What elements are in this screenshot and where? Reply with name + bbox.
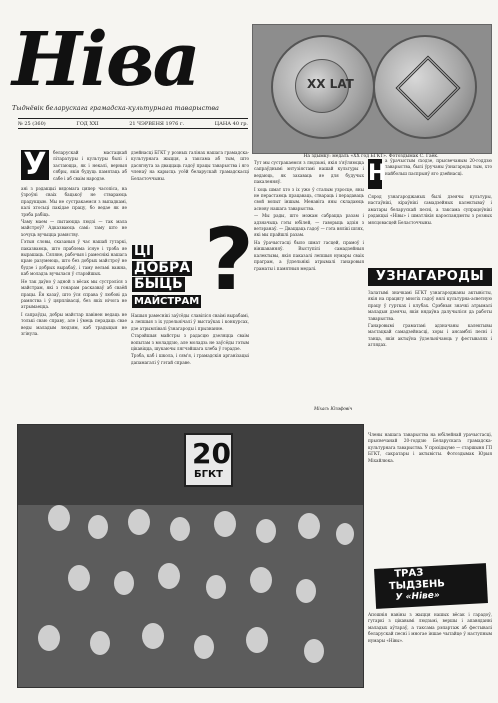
person-figure	[214, 511, 236, 537]
volume-year: ГОД XXI	[76, 121, 99, 127]
medal-left-image	[271, 35, 375, 139]
article-text-center-top: дзейнасці БГКТ у розных галінах нашага грамадска-культурнага жыцця, а таксама аб тым, што дасягнута за дваццаць гадоў працы таварыства і яго членаў на карысць усёй беларускай грамадскасці Беласточчыны.	[131, 150, 249, 181]
medal-right-image	[373, 35, 477, 139]
next-week-line-1: ТРАЗ	[394, 567, 424, 580]
right-article-text: Сярод узнагароджаных былі дзеячы культуры, настаўнікі, кіраўнікі самадзейных калектываў і аматары беларускай песні, а таксама супрацоўнікі рэдакцыі «Нівы» і шматлікія карэспандэнты з розных мясцовасцей Беласточчыны.	[368, 194, 492, 225]
headline-graphic	[130, 210, 254, 311]
meeting-photo	[17, 424, 364, 688]
awards-text: Залатымі значкамі БГКТ узнагароджаны актывісты, якія на працягу многіх гадоў вялі культурна-асветную працу ў гуртках і клубах. Срэбныя значкі атрымалі маладыя дзеячы, якія нядаўна далучыліся да работы таварыства. Ганаровымі граматамі адзначаны калектывы мастацкай самадзейнасці, хоры і ансамблі песні і танца, якія актыўна ўдзельнічаюць у фестывалях і аглядах.	[368, 290, 492, 348]
person-figure	[170, 517, 190, 541]
person-figure	[194, 635, 214, 659]
right-article-dropcap: Н	[368, 159, 382, 189]
right-article-lead: а ўрачыстым сходзе, прысвечаным 20-годдзю таварыства, былі ўручаны ўзнагароды тым, хто найбольш паспрыяў яго дзейнасці.	[385, 158, 492, 176]
person-figure	[298, 513, 320, 539]
medals-photo-caption: На здымку: медаль «XX год БГКТ». Фотоздымак С. Гаёк.	[303, 154, 439, 159]
article-text-right-center: Тут мы сустракаемся з людзьмі, якія з'яўляюцца сапраўднымі энтузіястамі нашай культуры і ведаюць, як захаваць яе для будучых пакаленняў. І хоць шмат хто з іх ужо ў сталым узросце, яны не перастаюць працаваць, ствараць і перадаваць свой вопыт іншым. Менавіта яны складаюць аснову нашага таварыства. — Мы рады, што можам сабрацца разам і адзначыць гэты юбілей, — гаворыць адзін з ветэранаў. — Дваццаць гадоў — гэта вялікі шлях, які мы прайшлі разам. На ўрачыстасці было шмат гасцей, прамоў і віншаванняў. Выступілі самадзейныя калектывы, якія паказалі лепшыя нумары сваіх праграм, а ўдзельнікі атрымалі ганаровыя граматы і памятныя медалі.	[254, 160, 365, 271]
headline-line-3: БЫЦЬ	[134, 276, 183, 292]
article-dropcap: У	[21, 150, 49, 180]
headline-line-1: ЦІ	[134, 244, 151, 259]
person-figure	[38, 625, 60, 651]
person-figure	[246, 627, 268, 653]
person-figure	[68, 565, 90, 591]
article-signature: Міхась Юзэфовіч	[314, 406, 353, 411]
next-week-text: Апошнія навіны з жыцця нашых вёсак і гарадоў, гутаркі з цікавымі людзьмі, вершы і апавяданні маладых аўтараў, а таксама рэпартаж аб фестывалі беларускай песні і многае іншае чытайце ў наступным нумары «Нівы».	[368, 612, 492, 643]
person-figure	[336, 523, 354, 545]
person-figure	[114, 571, 134, 595]
person-figure	[90, 631, 110, 655]
masthead-rule	[18, 118, 248, 119]
medals-photo	[252, 24, 492, 154]
person-figure	[158, 563, 180, 589]
masthead	[10, 17, 245, 112]
anniversary-sign-text: БГКТ	[194, 469, 223, 480]
issue-price: ЦАНА 40 гр.	[214, 121, 248, 127]
question-mark-graphic: ?	[204, 210, 254, 310]
person-figure	[88, 515, 108, 539]
issue-date: 21 ЧЭРВЕНЯ 1976 г.	[129, 121, 185, 127]
anniversary-sign-number: 20	[192, 437, 231, 470]
awards-section-title: УЗНАГАРОДЫ	[368, 268, 492, 286]
person-figure	[250, 567, 272, 593]
medal-right-ornament	[395, 55, 460, 120]
person-figure	[142, 623, 164, 649]
anniversary-sign	[184, 433, 233, 487]
person-figure	[48, 505, 70, 531]
person-figure	[206, 575, 226, 599]
next-week-line-2: ТЫДЗЕНЬ	[388, 578, 446, 593]
headline-line-4: МАЙСТРАМ	[134, 296, 200, 307]
issue-info-bar	[18, 121, 248, 127]
photo-caption-text: Члены нашага таварыства на юбілейнай урачыстасці, прысвечанай 20-годдзю Беларускага грамадска-культурнага таварыства. У прэзідыуме — старшыня ГП БГКТ, сакратары і актывісты. Фотоздымак Юрыя Міхайлюка.	[368, 432, 492, 463]
medal-left-text: XX LAT	[307, 77, 354, 91]
tagline: Тыднёвік беларускага грамадска-культурнага таварыства	[12, 104, 219, 112]
person-figure	[304, 639, 324, 663]
next-week-line-3: У «Ніве»	[395, 590, 440, 603]
issue-number: № 25 (360)	[18, 121, 46, 127]
article-text-lead: беларускай мастацкай літаратуры і культуры былі і застаюцца, як і некалі, верныя сябры, якія будуць памятаць аб сабе і аб сваім народзе.	[53, 150, 127, 181]
newspaper-logo: Ніва	[12, 17, 199, 103]
person-figure	[256, 519, 276, 543]
article-text-center-bottom: Нашыя рамеснікі заўсёды славіліся сваімі вырабамі, а лепшыя з іх удзельнічалі ў выстаўках і конкурсах, дзе атрымлівалі ўзнагароды і прызнанне. Старэйшыя майстры з радасцю дзеляцца сваім вопытам з моладдзю, але моладзь не заўсёды гэтым цікавіцца, шукаючы лягчэйшага хлеба ў горадзе. Трэба, каб і школа, і сям'я, і грамадскія арганізацыі дапамагалі ў гэтай справе.	[131, 313, 249, 365]
next-week-banner	[374, 563, 488, 609]
article-text-left-column: ані з рэдакцыі вядомага цяпер часопіса, на ўзроўні сваіх бацькоў не ствараюць прадукцыю. Мы не сустракаемся з выпадкамі, калі хтосьці пакідае працу, бо ведае як яе трэба рабіць. Чаму маем — пытаюцца людзі — так мала майстроў? Адказваюць самі: таму што не хочуць вучыцца рамяству. Гэтыя словы, сказаныя ў час нашай гутаркі, паказваюць, што праблема існуе і трэба яе вырашаць. Сяляне, рабочыя і рамеснікі нашага краю разумеюць, што без добрых майстроў не будзе і добрых вырабаў, і таму вельмі важна, каб моладзь вучылася ў старэйшых. Не так даўно ў адной з вёсак мы сустрэліся з майстрам, які з гонарам расказваў аб сваёй працы. Ён казаў, што ўся справа ў любові да рамяства і ў цярплівасці, без якіх нічога не атрымаецца. І сапраўды, добры майстар павінен ведаць не толькі сваю справу, але і ўмець перадаць свае веды маладым людзям, каб традыцыя не згінула.	[21, 186, 127, 336]
infobar-rule	[18, 128, 248, 129]
headline-line-2: ДОБРА	[134, 260, 191, 276]
person-figure	[296, 579, 316, 603]
person-figure	[128, 509, 150, 535]
